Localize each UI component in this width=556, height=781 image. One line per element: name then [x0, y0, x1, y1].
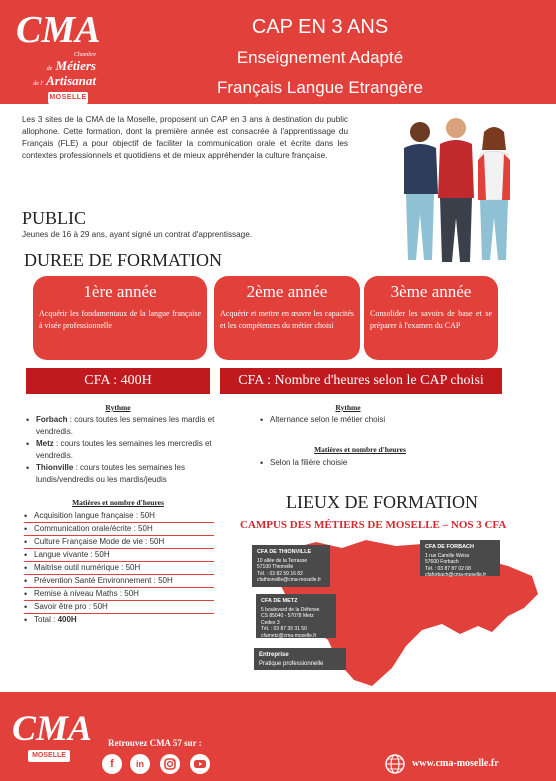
total-label: Total :: [34, 615, 58, 624]
footer-logo-letters: CMA: [12, 708, 93, 748]
students-illustration: [380, 114, 528, 264]
list-item: • Langue vivante : 50H: [24, 549, 214, 562]
facebook-icon[interactable]: f: [102, 754, 122, 774]
cfa-cap-bar: CFA : Nombre d'heures selon le CAP choisi: [220, 368, 502, 394]
public-title: PUBLIC: [22, 208, 87, 228]
list-item: • Alternance selon le métier choisi: [258, 414, 458, 426]
list-item: [24, 462, 220, 486]
address-line: 5 boulevard de la Défense: [261, 606, 320, 613]
year-card-1: [33, 276, 207, 360]
address-name: CFA DE METZ: [261, 598, 298, 604]
address-line: 10 allée de la Terrasse: [257, 557, 308, 564]
cma-logo-letters: CMA: [16, 9, 101, 51]
address-line: 1 rue Camille Weiss: [425, 552, 470, 559]
year-description: Consolider les savoirs de base et se préparer à l'examen du CAP: [370, 309, 492, 330]
address-line: cfaforbach@cma-moselle.fr: [425, 572, 487, 578]
year-card-2: [214, 276, 360, 360]
footer-cma-logo: [10, 706, 93, 768]
logo-line3: Artisanat: [46, 73, 96, 88]
address-name: Entreprise: [259, 652, 289, 658]
rythme-text: : cours toutes les semaines les mercredis et vendredis.: [36, 439, 212, 460]
list-item: • Acquisition langue française : 50H: [24, 510, 214, 523]
rythme-text: : cours toutes les semaines les mardis et vendredis.: [36, 415, 215, 436]
campus-title: CAMPUS DES MÉTIERS DE MOSELLE – NOS 3 CFA: [240, 519, 507, 531]
address-line: Cedex 3: [261, 619, 280, 626]
year-description: Acquérir les fondamentaux de la langue française à visée professionnelle: [39, 309, 201, 330]
rythme-text: : cours toutes les semaines les lundis/vendredis ou les mardis/jeudis: [36, 463, 185, 484]
duree-title: DUREE DE FORMATION: [24, 250, 222, 270]
cma-logo-text: [30, 50, 96, 90]
public-text: Jeunes de 16 à 29 ans, ayant signé un contrat d'apprentissage.: [22, 230, 253, 239]
year-title: 3ème année: [390, 282, 472, 301]
address-entreprise: [254, 648, 346, 670]
cma-logo: [14, 8, 101, 101]
address-line: Tél. : 03 87 87 02 08: [425, 565, 471, 572]
address-line: 57100 Thionville: [257, 564, 294, 570]
rythme-place: Forbach: [36, 415, 68, 424]
lieux-title: LIEUX DE FORMATION: [286, 492, 478, 512]
address-line: cfathionville@cma-moselle.fr: [257, 577, 321, 583]
rythme-place: Thionville: [36, 463, 74, 472]
year-description: Acquérir et mettre en œuvre les capacités et les compétences du métier choisi: [220, 309, 354, 330]
cma-logo-mark: [14, 8, 101, 51]
page-subtitle-2: Français Langue Etrangère: [216, 78, 424, 97]
logo-line2-small: de: [46, 66, 53, 72]
rythme-list-right: [258, 414, 458, 426]
address-thionville: [252, 545, 330, 587]
list-item: [24, 438, 220, 462]
address-line: Tél. : 03 87 39 31 50: [261, 626, 307, 632]
matieres-title-right: Matières et nombre d'heures: [314, 445, 406, 454]
rythme-place: Metz: [36, 439, 54, 448]
matieres-title-left: Matières et nombre d'heures: [72, 498, 164, 507]
address-metz: [256, 594, 336, 638]
list-item: • Communication orale/écrite : 50H: [24, 523, 214, 536]
cfa-400h-bar: CFA : 400H: [26, 368, 210, 394]
matieres-list-left: [24, 510, 214, 627]
linkedin-icon[interactable]: in: [130, 754, 150, 774]
footer-logo-mark: [10, 706, 93, 748]
intro-paragraph: Les 3 sites de la CMA de la Moselle, proposent un CAP en 3 ans à destination du public allophone. Cette formation, dont la première année est consacrée à l'apprentissage du Français (FLE) a pour objectif de faciliter la communication orale et écrite dans les contextes professionnels et quotidiens et de mieux appréhender la culture française.: [22, 115, 348, 160]
footer-logo-badge: MOSELLE: [28, 750, 70, 762]
logo-line1: Chambre: [73, 52, 96, 58]
instagram-icon[interactable]: [160, 754, 180, 774]
year-title: 1ère année: [83, 282, 157, 301]
address-forbach: [420, 540, 500, 576]
list-item: • Maitrise outil numérique : 50H: [24, 562, 214, 575]
page-title: CAP EN 3 ANS: [251, 16, 389, 38]
address-name: CFA DE THIONVILLE: [257, 549, 312, 555]
logo-line3-small: de l': [33, 81, 44, 87]
globe-icon: [384, 753, 406, 775]
year-title: 2ème année: [246, 282, 328, 301]
rythme-title-left: Rythme: [105, 403, 131, 412]
address-name: CFA DE FORBACH: [425, 544, 474, 550]
list-item-total: [24, 614, 214, 627]
list-item: [24, 414, 220, 438]
list-item: • Savoir être pro : 50H: [24, 601, 214, 614]
list-item: • Culture Française Mode de vie : 50H: [24, 536, 214, 549]
address-line: Pratique professionnelle: [259, 660, 324, 667]
retrouvez-text: Retrouvez CMA 57 sur :: [108, 738, 202, 748]
address-line: CS 85040 - 57078 Metz: [261, 613, 314, 619]
address-line: Tél. : 03 82 59 16 82: [257, 570, 303, 577]
logo-line2: Métiers: [55, 58, 96, 73]
address-line: 57600 Forbach: [425, 559, 459, 565]
youtube-icon[interactable]: [190, 754, 210, 774]
logo-badge: MOSELLE: [48, 92, 88, 104]
address-line: cfametz@cma-moselle.fr: [261, 632, 317, 639]
rythme-list-left: [24, 414, 220, 486]
list-item: • Prévention Santé Environnement : 50H: [24, 575, 214, 588]
list-item: • Selon la filière choisie: [258, 457, 458, 469]
total-value: 400H: [57, 615, 77, 624]
matieres-list-right: [258, 457, 458, 469]
rythme-title-right: Rythme: [335, 403, 361, 412]
year-card-3: [364, 276, 498, 360]
page-subtitle-1: Enseignement Adapté: [236, 48, 404, 67]
list-item: • Remise à niveau Maths : 50H: [24, 588, 214, 601]
website-link[interactable]: www.cma-moselle.fr: [412, 758, 499, 769]
